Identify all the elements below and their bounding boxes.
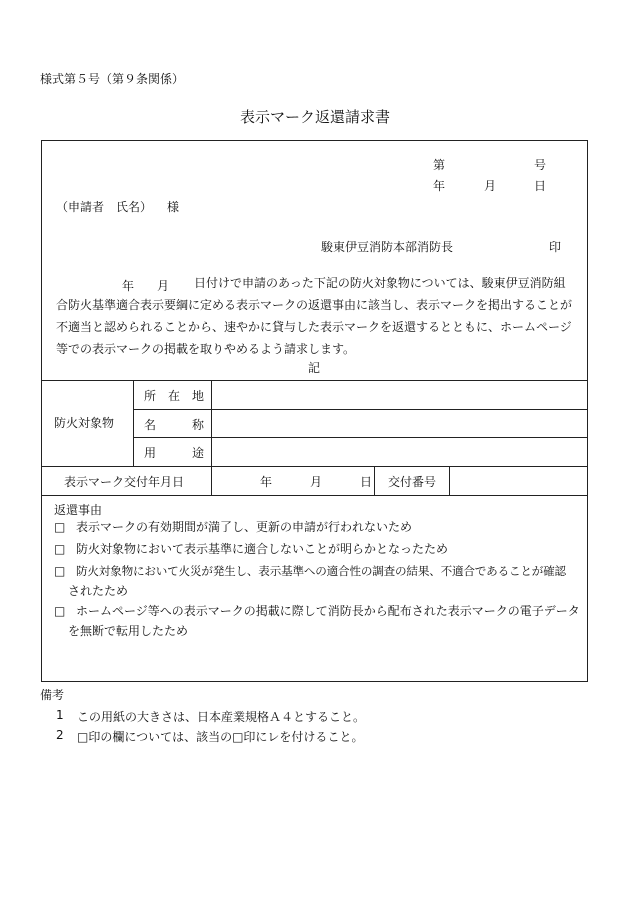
- notes-heading: 備考: [40, 688, 65, 702]
- reason-checkbox-1[interactable]: □: [54, 520, 66, 534]
- note-text-1: この用紙の大きさは、日本産業規格Ａ４とすること。: [77, 710, 366, 724]
- request-paragraph: [56, 272, 576, 360]
- issue-day: 日: [360, 475, 373, 489]
- table-col-line-2: [211, 380, 212, 495]
- table-col-line-4: [449, 466, 450, 495]
- reason-checkbox-4[interactable]: □: [54, 604, 66, 618]
- table-bottom-line: [41, 495, 588, 496]
- reasons-heading: 返還事由: [54, 503, 103, 517]
- address-label: 所 在 地: [144, 389, 205, 403]
- request-text: 日付けで申請のあった下記の防火対象物については、駿東伊豆消防組合防火基準適合表示要綱に定める表示マークの返還事由に該当し、表示マークを掲出することが不適当と認められることから、速やかに貸与した表示マークを返還するとともに、ホームページ等での表示マークの掲載を取りやめるよう請求します。: [56, 276, 573, 356]
- body-month: 月: [157, 279, 170, 293]
- name-label: 名 称: [144, 418, 205, 432]
- document-title: 表示マーク返還請求書: [239, 108, 390, 126]
- table-row-line-3: [41, 466, 588, 467]
- issuer-seal: 印: [549, 240, 562, 254]
- date-day: 日: [534, 179, 547, 193]
- table-row-line-1: [133, 409, 588, 410]
- number-prefix: 第: [433, 158, 446, 172]
- reason-item-4: [54, 601, 590, 641]
- table-row-line-2: [133, 437, 588, 438]
- table-col-line-3: [374, 466, 375, 495]
- number-suffix: 号: [534, 158, 547, 172]
- applicant-honorific: 様: [167, 200, 180, 214]
- reason-text-2: 防火対象物において表示基準に適合しないことが明らかとなったため: [76, 542, 449, 556]
- issuer-name: 駿東伊豆消防本部消防長: [321, 240, 454, 254]
- table-top-line: [41, 380, 588, 381]
- reason-item-3: [54, 561, 590, 601]
- issue-month: 月: [310, 475, 323, 489]
- reason-checkbox-3[interactable]: □: [54, 564, 66, 578]
- usage-label: 用 途: [144, 446, 205, 460]
- table-col-line-1: [133, 380, 134, 466]
- reason-text-3-cont: されたため: [68, 584, 129, 598]
- date-year: 年: [433, 179, 446, 193]
- reason-text-3: 防火対象物において火災が発生し、表示基準への適合性の調査の結果、不適合であることが確認: [76, 564, 566, 578]
- issue-number-label: 交付番号: [388, 475, 437, 489]
- date-month: 月: [484, 179, 497, 193]
- reason-text-1: 表示マークの有効期間が満了し、更新の申請が行われないため: [76, 520, 413, 534]
- ki-label: 記: [308, 361, 321, 375]
- applicant-label: （申請者 氏名）: [56, 200, 153, 214]
- reason-text-4: ホームページ等への表示マークの掲載に際して消防長から配布された表示マークの電子データ: [76, 604, 580, 618]
- reason-item-2: [54, 539, 590, 559]
- form-number: 様式第５号（第９条関係）: [40, 72, 185, 86]
- reason-text-4-cont: を無断で転用したため: [68, 624, 189, 638]
- issue-date-label: 表示マーク交付年月日: [64, 475, 185, 489]
- reason-checkbox-2[interactable]: □: [54, 542, 66, 556]
- note-text-2: □印の欄については、該当の□印にレを付けること。: [77, 730, 364, 744]
- reason-item-1: [54, 517, 590, 537]
- fire-object-group-label: 防火対象物: [54, 416, 115, 430]
- issue-year: 年: [260, 475, 273, 489]
- note-number-1: 1: [56, 708, 64, 722]
- note-number-2: 2: [56, 728, 64, 742]
- body-year: 年: [122, 279, 135, 293]
